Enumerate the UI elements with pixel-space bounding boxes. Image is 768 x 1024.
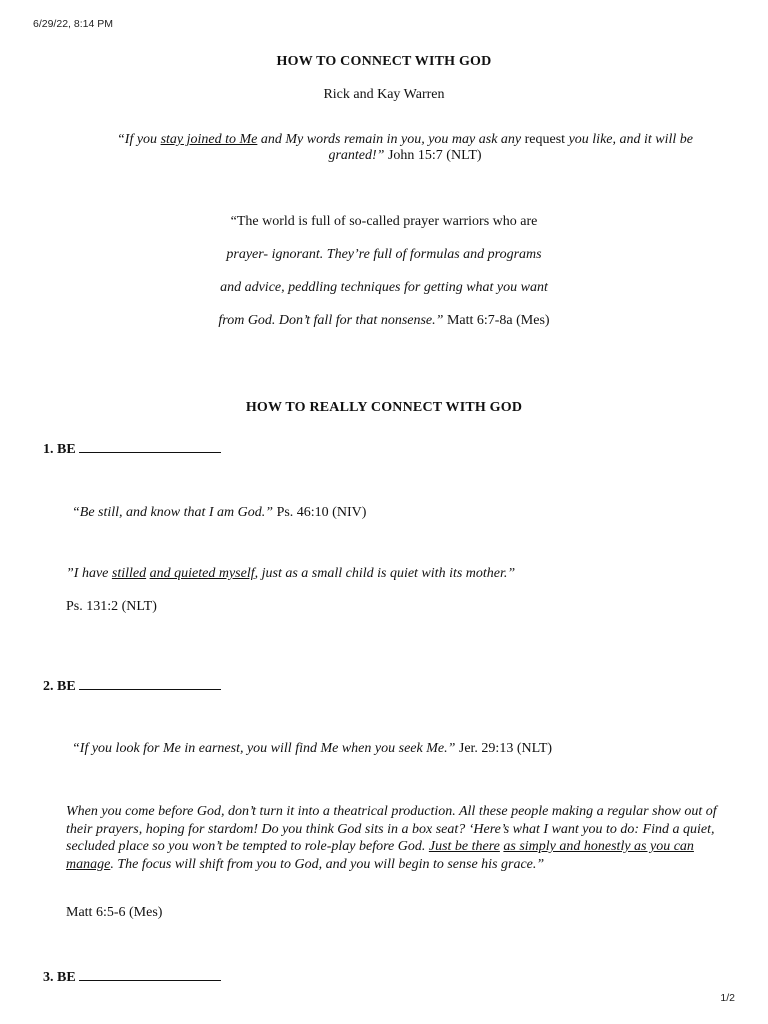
paragraph-text: When you come before God, don’t turn it into a theatrical production. All these people making a regular show out of their prayers, hoping for stardom! Do you think God sits in a box seat? ‘Here’s what I want you to do: Find a quiet, secluded place so you won’t be tempted to role-play before God. xyxy=(66,804,717,854)
fill-in-blank xyxy=(79,677,221,690)
opening-verse-underlined: stay joined to Me xyxy=(160,132,258,147)
point-1-verse-2-reference: Ps. 131:2 (NLT) xyxy=(66,599,157,614)
opening-verse-text: any xyxy=(500,132,522,147)
fill-in-blank xyxy=(79,968,221,981)
mes-quote-line-4 xyxy=(0,313,768,329)
mes-quote-text: from God. Don’t fall for that nonsense.” xyxy=(218,313,444,328)
paragraph-text: . The focus will shift from you to God, and you will begin to sense his grace.” xyxy=(110,856,545,872)
verse-text: ”I have xyxy=(66,566,112,581)
verse-text: “If you look for Me in earnest, you will find Me when you seek Me.” xyxy=(72,741,456,756)
verse-text: , just as a small child is quiet with its mother.” xyxy=(254,566,516,581)
verse-reference: Ps. 46:10 (NIV) xyxy=(273,505,367,520)
page-number: 1/2 xyxy=(720,992,735,1004)
point-2-verse-1 xyxy=(72,741,552,757)
opening-verse xyxy=(88,132,722,164)
verse-reference: Jer. 29:13 (NLT) xyxy=(455,741,553,756)
verse-text: “Be still, and know that I am God.” xyxy=(72,505,274,520)
verse-underlined: stilled xyxy=(111,566,147,581)
verse-underlined: and quieted myself xyxy=(149,566,255,581)
mes-quote-line-3: and advice, peddling techniques for getting what you want xyxy=(220,280,548,295)
point-3-heading xyxy=(43,968,221,986)
print-timestamp: 6/29/22, 8:14 PM xyxy=(33,18,113,30)
opening-verse-text: “If you xyxy=(117,132,161,147)
point-2-paragraph-reference: Matt 6:5-6 (Mes) xyxy=(66,905,163,920)
fill-in-blank xyxy=(79,440,221,453)
opening-verse-text: request xyxy=(521,132,569,147)
section-heading: HOW TO REALLY CONNECT WITH GOD xyxy=(245,400,523,415)
point-1-verse-1 xyxy=(72,505,366,521)
point-2-heading xyxy=(43,677,221,695)
point-1-label: 1. BE xyxy=(43,442,76,457)
document-authors: Rick and Kay Warren xyxy=(323,87,445,102)
paragraph-underlined: Just be there xyxy=(428,839,500,854)
opening-verse-text: and My words remain in you, you may ask xyxy=(257,132,501,147)
point-2-label: 2. BE xyxy=(43,679,76,694)
mes-quote-line-2: prayer- ignorant. They’re full of formulas and programs xyxy=(226,247,542,262)
point-1-heading xyxy=(43,440,221,458)
point-1-verse-2 xyxy=(66,566,515,582)
point-2-paragraph xyxy=(66,803,726,873)
point-3-label: 3. BE xyxy=(43,970,76,985)
opening-verse-reference: John 15:7 (NLT) xyxy=(384,148,482,163)
document-title: HOW TO CONNECT WITH GOD xyxy=(276,54,492,69)
opening-verse-text: you like, and it will be granted!” xyxy=(328,132,693,163)
mes-quote-reference: Matt 6:7-8a (Mes) xyxy=(443,313,550,328)
paragraph-underlined: as simply and honestly as you can manage xyxy=(66,839,694,872)
mes-quote-line-1: “The world is full of so-called prayer warriors who are xyxy=(230,214,538,229)
